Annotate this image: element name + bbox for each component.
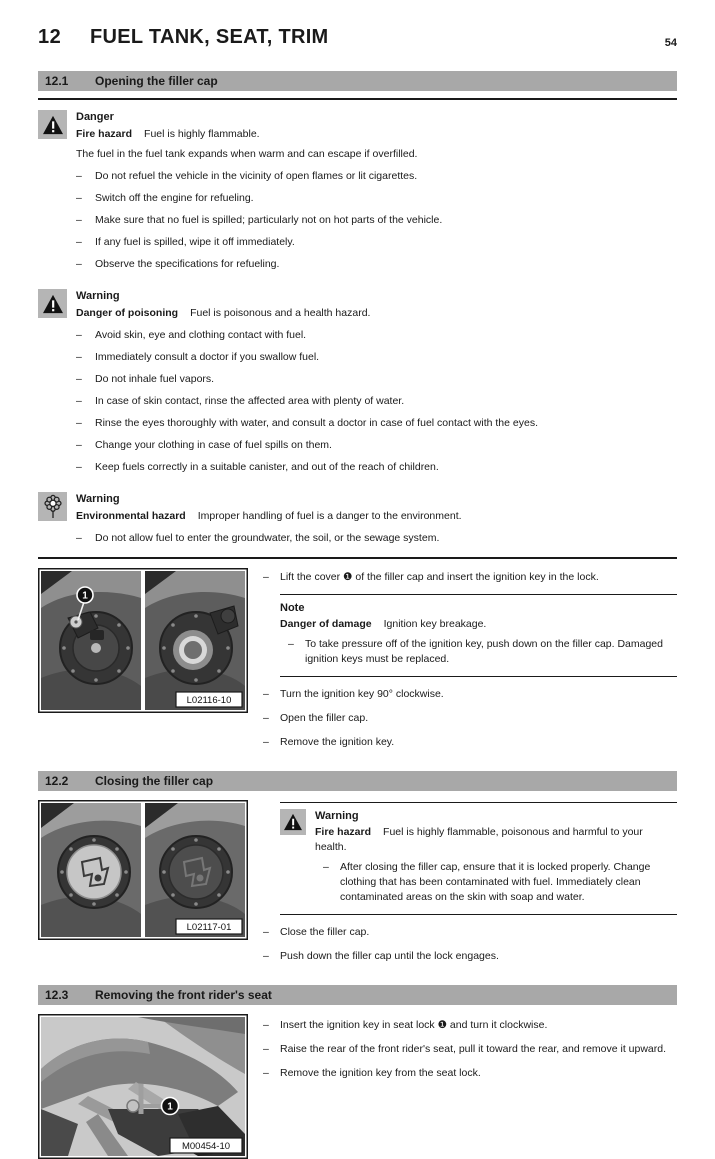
hazard-text: Fuel is highly flammable. xyxy=(144,128,260,140)
section-title: Removing the front rider's seat xyxy=(95,988,272,1002)
warning-triangle-icon xyxy=(38,289,67,318)
step-list-12-2 xyxy=(263,925,677,964)
figure-filler-cap-closing xyxy=(38,800,248,940)
warning-group-top-rule xyxy=(38,98,677,100)
list-item: – To take pressure off of the ignition key, push down on the filler cap. Damaged ignition keys must be replaced. xyxy=(288,638,663,665)
step-item: – Turn the ignition key 90° clockwise. xyxy=(263,688,444,700)
warning-title: Warning xyxy=(76,290,120,302)
environment-flower-icon xyxy=(38,492,67,521)
hazard-label: Fire hazard xyxy=(76,128,133,140)
step-item: – Push down the filler cap until the lock engages. xyxy=(263,950,499,962)
section-header-12-1 xyxy=(38,71,677,91)
figure-filler-cap-opening xyxy=(38,568,248,713)
danger-title: Danger xyxy=(76,111,114,123)
figure-label: M00454-10 xyxy=(181,1141,231,1152)
warning-triangle-icon xyxy=(280,809,306,835)
list-item: – After closing the filler cap, ensure that it is locked properly. Change clothing that has been contaminated with fuel. Immediately clean contaminated areas on the skin with soap and water. xyxy=(323,861,651,903)
step-list-12-3 xyxy=(263,1018,677,1081)
list-item: – Do not refuel the vehicle in the vicinity of open flames or lit cigarettes. xyxy=(76,170,418,182)
step-item: – Raise the rear of the front rider's seat, pull it toward the rear, and remove it upward. xyxy=(263,1043,667,1055)
warning-poisoning-block xyxy=(38,289,677,482)
note-title: Note xyxy=(280,602,305,614)
section-title: Opening the filler cap xyxy=(95,74,218,88)
list-item: – Switch off the engine for refueling. xyxy=(76,192,254,204)
step-list-12-1 xyxy=(263,570,677,585)
callout-1-marker: 1 xyxy=(82,590,88,602)
warning-environment-block xyxy=(38,492,677,553)
list-item: – Keep fuels correctly in a suitable canister, and out of the reach of children. xyxy=(76,461,439,473)
section-header-12-3 xyxy=(38,985,677,1005)
chapter-header xyxy=(38,26,677,49)
hazard-text: Improper handling of fuel is a danger to the environment. xyxy=(197,510,462,522)
hazard-text: Fuel is highly flammable, poisonous and harmful to your health. xyxy=(315,826,643,853)
hazard-text: Ignition key breakage. xyxy=(383,618,487,630)
figure-label: L02116-10 xyxy=(186,695,232,706)
warning-title: Warning xyxy=(76,493,120,505)
list-item: – Make sure that no fuel is spilled; particularly not on hot parts of the vehicle. xyxy=(76,214,443,226)
step-item: – Close the filler cap. xyxy=(263,926,370,938)
list-item: – In case of skin contact, rinse the affected area with plenty of water. xyxy=(76,395,405,407)
danger-paragraph: The fuel in the fuel tank expands when warm and can escape if overfilled. xyxy=(76,148,418,160)
section-title: Closing the filler cap xyxy=(95,774,214,788)
step-item: – Remove the ignition key from the seat lock. xyxy=(263,1067,481,1079)
warning-bullet-list xyxy=(315,860,677,905)
list-item: – Observe the specifications for refueling. xyxy=(76,258,280,270)
callout-1-marker: 1 xyxy=(167,1101,173,1113)
list-item: – Do not allow fuel to enter the groundwater, the soil, or the sewage system. xyxy=(76,532,440,544)
step-list-12-1-cont xyxy=(263,687,677,750)
step-item: – Open the filler cap. xyxy=(263,712,369,724)
page-number: 54 xyxy=(664,37,677,49)
step-item: – Insert the ignition key in seat lock ❶ and turn it clockwise. xyxy=(263,1019,548,1031)
list-item: – Do not inhale fuel vapors. xyxy=(76,373,215,385)
step-item: – Lift the cover ❶ of the filler cap and insert the ignition key in the lock. xyxy=(263,571,599,583)
list-item: – Change your clothing in case of fuel spills on them. xyxy=(76,439,332,451)
warning-bullet-list xyxy=(76,328,677,475)
chapter-title: FUEL TANK, SEAT, TRIM xyxy=(90,26,329,48)
hazard-label: Danger of damage xyxy=(280,618,372,630)
note-box xyxy=(280,594,677,677)
list-item: – Avoid skin, eye and clothing contact with fuel. xyxy=(76,329,307,341)
section-header-12-2 xyxy=(38,771,677,791)
list-item: – If any fuel is spilled, wipe it off immediately. xyxy=(76,236,295,248)
hazard-label: Environmental hazard xyxy=(76,510,186,522)
section-number: 12.3 xyxy=(45,988,69,1002)
warning-bullet-list xyxy=(76,531,677,546)
step-item: – Remove the ignition key. xyxy=(263,736,395,748)
warning-box-12-2 xyxy=(280,802,677,915)
hazard-text: Fuel is poisonous and a health hazard. xyxy=(190,307,371,319)
warning-triangle-icon xyxy=(38,110,67,139)
danger-block xyxy=(38,110,677,279)
section-number: 12.2 xyxy=(45,774,69,788)
chapter-number: 12 xyxy=(38,26,62,48)
list-item: – Rinse the eyes thoroughly with water, and consult a doctor in case of fuel contact with the eyes. xyxy=(76,417,538,429)
list-item: – Immediately consult a doctor if you swallow fuel. xyxy=(76,351,320,363)
hazard-label: Fire hazard xyxy=(315,826,372,838)
figure-front-rider-seat xyxy=(38,1014,248,1159)
figure-label: L02117-01 xyxy=(186,922,232,933)
danger-bullet-list xyxy=(76,169,677,272)
section-number: 12.1 xyxy=(45,74,69,88)
note-bullet-list xyxy=(280,637,677,667)
warning-group-bottom-rule xyxy=(38,557,677,559)
warning-title: Warning xyxy=(315,810,359,822)
hazard-label: Danger of poisoning xyxy=(76,307,179,319)
